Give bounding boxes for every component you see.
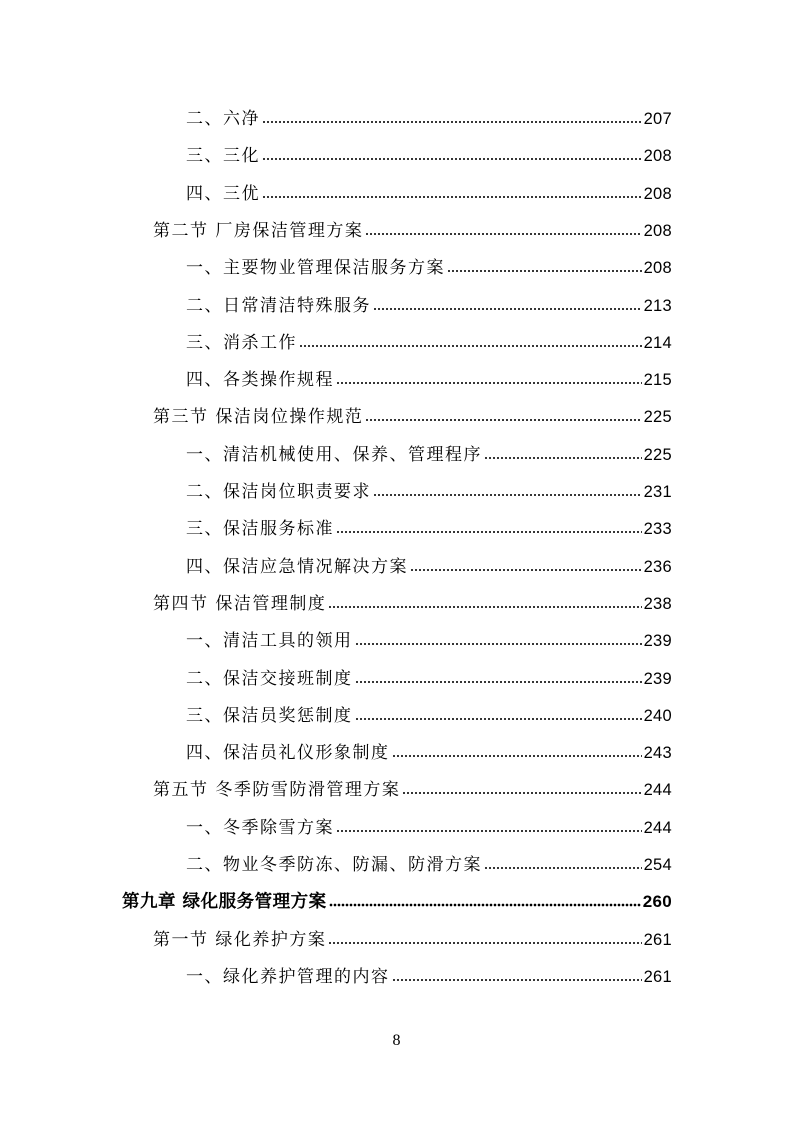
toc-entry[interactable] <box>153 778 672 802</box>
toc-entry-title: 二、保洁交接班制度 <box>186 668 353 689</box>
toc-leader-dots <box>410 567 642 573</box>
toc-leader-dots <box>328 940 641 946</box>
toc-entry-title: 第五节 冬季防雪防滑管理方案 <box>153 780 401 801</box>
toc-entry-title: 第四节 保洁管理制度 <box>153 593 327 614</box>
toc-entry-title: 三、三化 <box>186 146 260 167</box>
toc-leader-dots <box>447 268 642 274</box>
toc-leader-dots <box>355 641 642 647</box>
toc-entry[interactable] <box>153 219 672 243</box>
toc-entry-title: 第二节 厂房保洁管理方案 <box>153 220 364 241</box>
toc-entry[interactable] <box>186 331 672 355</box>
toc-entry-page: 215 <box>643 371 672 390</box>
toc-entry-title: 三、消杀工作 <box>186 332 297 353</box>
toc-leader-dots <box>336 828 642 834</box>
toc-leader-dots <box>262 156 642 162</box>
toc-entry-title: 二、物业冬季防冻、防漏、防滑方案 <box>186 855 482 875</box>
toc-entry-title: 一、主要物业管理保洁服务方案 <box>186 258 445 279</box>
toc-entry[interactable] <box>122 890 672 914</box>
toc-leader-dots <box>336 380 642 386</box>
toc-entry[interactable] <box>186 368 672 392</box>
toc-entry-title: 二、保洁岗位职责要求 <box>186 482 371 502</box>
toc-entry-page: 239 <box>643 632 672 651</box>
toc-leader-dots <box>484 865 642 871</box>
toc-leader-dots <box>355 679 642 685</box>
toc-entry[interactable] <box>186 294 672 318</box>
toc-leader-dots <box>365 231 641 237</box>
toc-entry[interactable] <box>186 667 672 691</box>
toc-leader-dots <box>402 790 641 796</box>
toc-entry-page: 254 <box>643 856 672 874</box>
toc-entry-title: 四、三优 <box>186 183 260 204</box>
toc-entry[interactable] <box>186 853 672 877</box>
toc-entry-page: 207 <box>643 110 672 128</box>
toc-entry-page: 214 <box>643 333 672 352</box>
toc-leader-dots <box>355 716 642 722</box>
toc-entry[interactable] <box>186 107 672 131</box>
toc-entry[interactable] <box>186 443 672 467</box>
toc-entry-title: 一、清洁机械使用、保养、管理程序 <box>186 444 482 465</box>
toc-entry-page: 233 <box>643 520 672 539</box>
toc-entry[interactable] <box>186 816 672 840</box>
toc-leader-dots <box>373 492 642 498</box>
toc-entry-title: 一、绿化养护管理的内容 <box>186 966 390 987</box>
toc-entry[interactable] <box>153 928 672 952</box>
toc-leader-dots <box>392 977 642 983</box>
toc-entry-title: 二、六净 <box>186 109 260 129</box>
toc-entry-page: 260 <box>642 892 672 912</box>
toc-entry[interactable] <box>186 256 672 280</box>
toc-entry-title: 四、保洁应急情况解决方案 <box>186 556 408 577</box>
toc-entry-title: 第一节 绿化养护方案 <box>153 929 327 950</box>
toc-leader-dots <box>328 604 641 610</box>
toc-entry-title: 一、冬季除雪方案 <box>186 817 334 838</box>
toc-entry-page: 240 <box>643 706 672 725</box>
toc-entry[interactable] <box>186 517 672 541</box>
toc-entry-page: 213 <box>643 296 672 315</box>
toc-entry-page: 208 <box>643 221 672 240</box>
toc-entry[interactable] <box>186 704 672 728</box>
toc-entry-title: 第九章 绿化服务管理方案 <box>122 892 327 913</box>
toc-entry-title: 三、保洁员奖惩制度 <box>186 705 353 726</box>
page-number: 8 <box>392 1032 401 1049</box>
toc-leader-dots <box>484 455 642 461</box>
toc-leader-dots <box>392 753 642 759</box>
toc-entry[interactable] <box>186 182 672 206</box>
toc-entry-page: 261 <box>643 930 672 949</box>
toc-entry[interactable] <box>186 965 672 989</box>
toc-entry-page: 244 <box>643 818 672 837</box>
toc-leader-dots <box>262 119 642 125</box>
toc-entry-page: 238 <box>643 594 672 613</box>
toc-entry[interactable] <box>186 480 672 504</box>
toc-entry-title: 四、保洁员礼仪形象制度 <box>186 743 390 764</box>
toc-entry-page: 261 <box>643 967 672 986</box>
toc-entry-title: 三、保洁服务标准 <box>186 519 334 540</box>
toc-entry[interactable] <box>186 629 672 653</box>
toc-entry-page: 225 <box>643 445 672 464</box>
toc-leader-dots <box>329 902 641 908</box>
toc-entry[interactable] <box>153 405 672 429</box>
toc-leader-dots <box>262 194 642 200</box>
toc-entry-page: 225 <box>643 408 672 427</box>
toc-entry[interactable] <box>186 555 672 579</box>
toc-entry[interactable] <box>186 144 672 168</box>
toc-entry[interactable] <box>153 592 672 616</box>
toc-leader-dots <box>299 343 642 349</box>
toc-entry-title: 四、各类操作规程 <box>186 370 334 391</box>
toc-entry-title: 第三节 保洁岗位操作规范 <box>153 407 364 428</box>
toc-entry-page: 236 <box>643 557 672 576</box>
toc-entry-page: 208 <box>643 147 672 166</box>
toc-entry-page: 243 <box>643 744 672 763</box>
toc-entry[interactable] <box>186 741 672 765</box>
toc-entry-page: 244 <box>643 781 672 800</box>
toc-leader-dots <box>336 529 642 535</box>
toc-entry-page: 239 <box>643 669 672 688</box>
toc-leader-dots <box>373 306 642 312</box>
toc-entry-page: 208 <box>643 259 672 278</box>
toc-entry-title: 一、清洁工具的领用 <box>186 631 353 652</box>
toc-entry-page: 208 <box>643 184 672 203</box>
toc-entry-page: 231 <box>643 483 672 501</box>
toc-entry-title: 二、日常清洁特殊服务 <box>186 295 371 316</box>
toc-leader-dots <box>365 417 641 423</box>
